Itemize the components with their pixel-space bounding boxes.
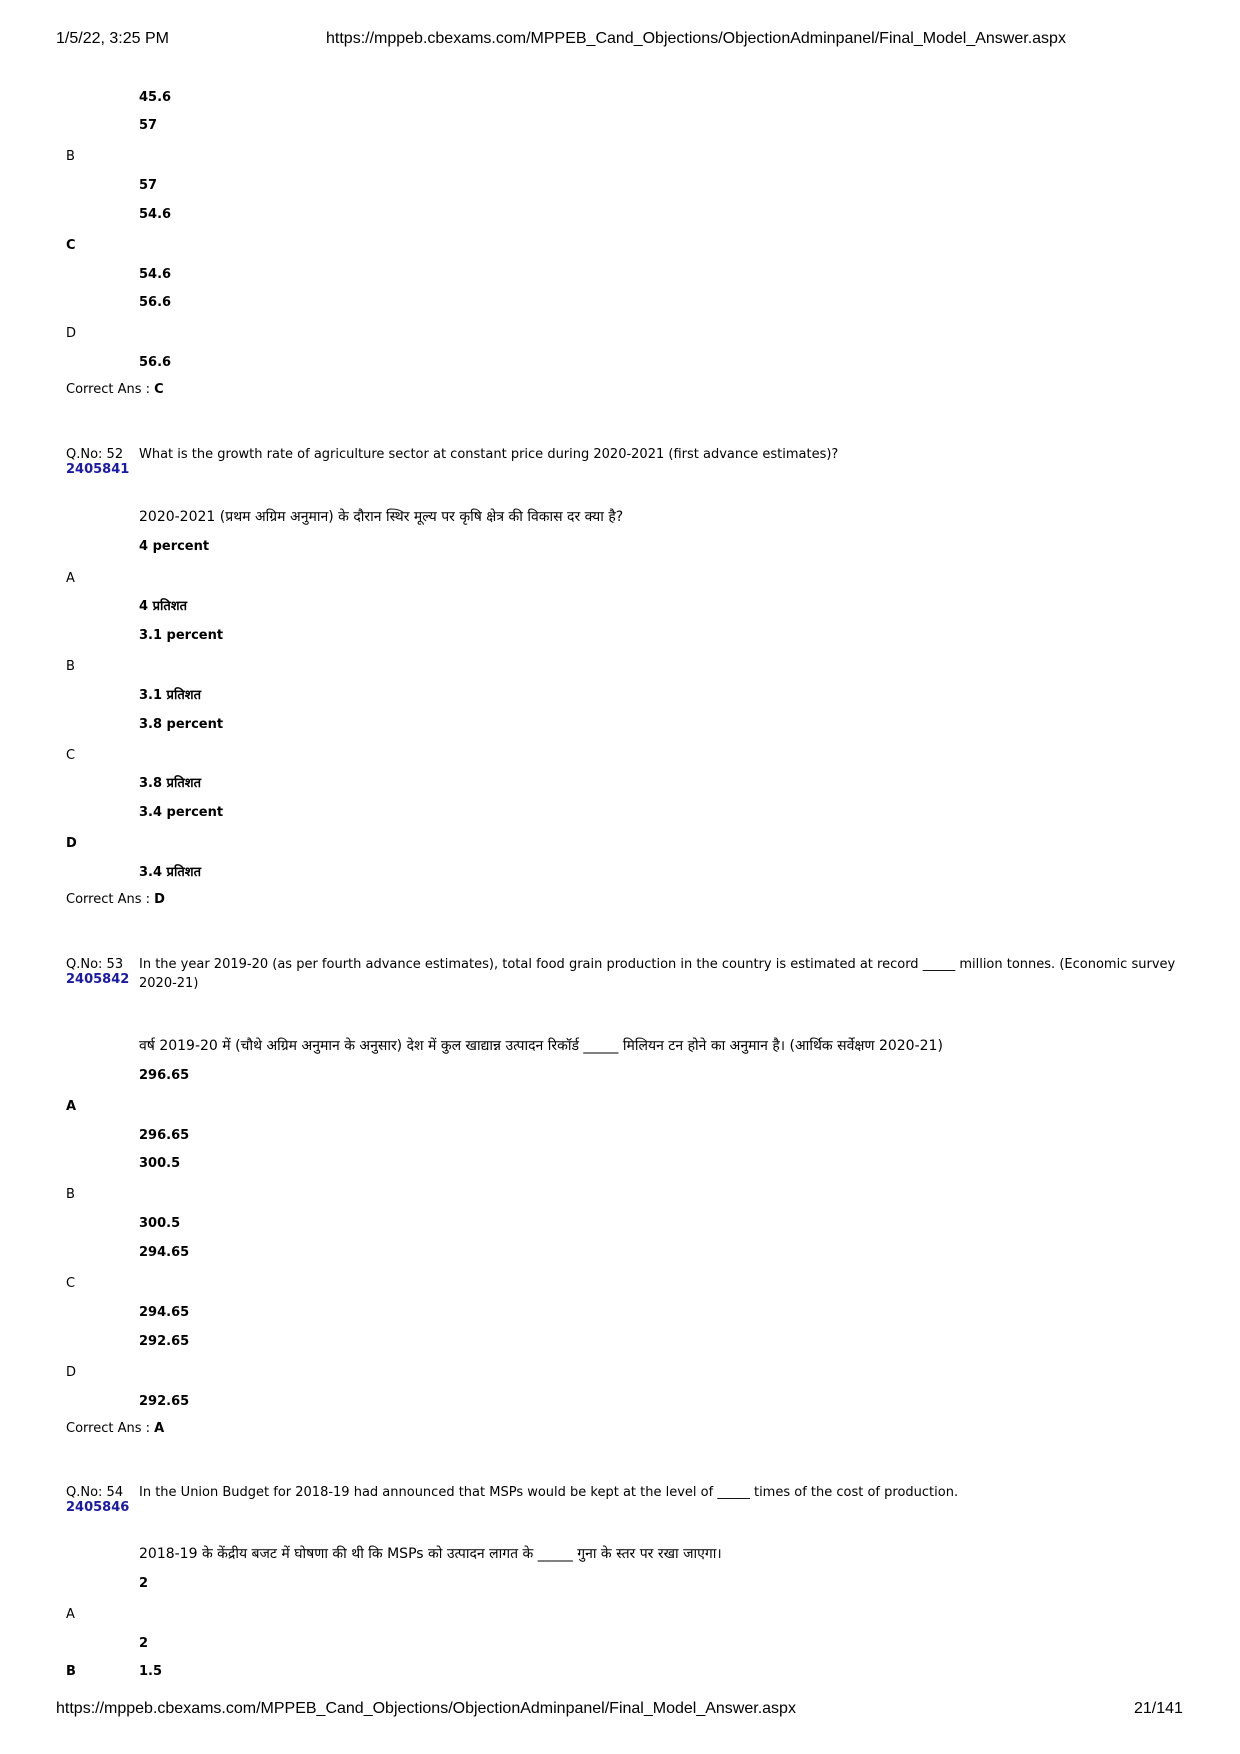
option-text: 4 प्रतिशत <box>139 599 187 614</box>
question-text-en: What is the growth rate of agriculture sector at constant price during 2020-2021 (first advance estimates)? <box>139 447 839 462</box>
option-label-a-correct: A <box>66 1099 77 1114</box>
option-label-b: B <box>66 149 75 164</box>
option-label-b: B <box>66 1187 75 1202</box>
question-id: 2405842 <box>66 972 130 987</box>
question-number: Q.No: 52 <box>66 447 124 462</box>
option-text: 1.5 <box>139 1664 163 1679</box>
option-text: 56.6 <box>139 295 172 310</box>
correct-answer <box>66 382 164 398</box>
option-label-b-correct: B <box>66 1664 76 1679</box>
option-label-b: B <box>66 659 75 674</box>
option-text: 45.6 <box>139 90 172 105</box>
option-text: 3.4 प्रतिशत <box>139 865 201 880</box>
correct-answer-label: Correct Ans : <box>66 1421 155 1436</box>
option-text: 57 <box>139 178 158 193</box>
question-number: Q.No: 53 <box>66 957 124 972</box>
option-label-a: A <box>66 1607 75 1622</box>
option-text: 54.6 <box>139 267 172 282</box>
option-text: 4 percent <box>139 539 210 554</box>
option-label-a: A <box>66 571 75 586</box>
option-text: 296.65 <box>139 1128 190 1143</box>
question-text-hi: 2018-19 के केंद्रीय बजट में घोषणा की थी कि MSPs को उत्पादन लागत के _____ गुना के स्तर पर रखा जाएगा। <box>139 1546 722 1562</box>
option-text: 3.1 प्रतिशत <box>139 688 201 703</box>
option-text: 292.65 <box>139 1334 190 1349</box>
correct-answer-label: Correct Ans : <box>66 892 155 907</box>
option-text: 2 <box>139 1576 149 1591</box>
option-text: 292.65 <box>139 1394 190 1409</box>
question-number: Q.No: 54 <box>66 1485 124 1500</box>
page-number: 21/141 <box>1134 1700 1183 1717</box>
footer-url: https://mppeb.cbexams.com/MPPEB_Cand_Objections/ObjectionAdminpanel/Final_Model_Answer.aspx <box>56 1700 796 1717</box>
page-url: https://mppeb.cbexams.com/MPPEB_Cand_Objections/ObjectionAdminpanel/Final_Model_Answer.aspx <box>326 30 1066 47</box>
option-text: 3.4 percent <box>139 805 224 820</box>
option-text: 56.6 <box>139 355 172 370</box>
option-text: 294.65 <box>139 1245 190 1260</box>
option-label-d: D <box>66 326 77 341</box>
print-datetime: 1/5/22, 3:25 PM <box>56 30 169 47</box>
option-text: 300.5 <box>139 1216 181 1231</box>
question-text-en: In the year 2019-20 (as per fourth advance estimates), total food grain production in the country is estimated at record _____ million tonnes. (Economic survey 2020-21) <box>139 957 1176 991</box>
question-id: 2405846 <box>66 1500 130 1515</box>
option-label-d-correct: D <box>66 836 77 851</box>
question-text-en: In the Union Budget for 2018-19 had announced that MSPs would be kept at the level of _____ times of the cost of production. <box>139 1485 959 1500</box>
correct-answer <box>66 892 165 908</box>
option-text: 2 <box>139 1636 149 1651</box>
option-text: 300.5 <box>139 1156 181 1171</box>
question-text-hi: वर्ष 2019-20 में (चौथे अग्रिम अनुमान के अनुसार) देश में कुल खाद्यान्न उत्पादन रिकॉर्ड _____ मिलियन टन होने का अनुमान है। (आर्थिक सर्वेक्षण 2020-21) <box>139 1038 943 1054</box>
option-text: 296.65 <box>139 1068 190 1083</box>
correct-answer-value: A <box>154 1421 165 1436</box>
correct-answer-label: Correct Ans : <box>66 382 155 397</box>
question-id: 2405841 <box>66 462 130 477</box>
option-text: 3.8 percent <box>139 717 224 732</box>
option-label-c: C <box>66 1276 76 1291</box>
option-label-c: C <box>66 748 76 763</box>
correct-answer-value: D <box>154 892 165 907</box>
option-text: 57 <box>139 118 158 133</box>
correct-answer-value: C <box>154 382 164 397</box>
option-text: 3.8 प्रतिशत <box>139 776 201 791</box>
option-text: 3.1 percent <box>139 628 224 643</box>
option-text: 54.6 <box>139 207 172 222</box>
question-text-hi: 2020-2021 (प्रथम अग्रिम अनुमान) के दौरान स्थिर मूल्य पर कृषि क्षेत्र की विकास दर क्या है? <box>139 509 624 525</box>
correct-answer <box>66 1421 164 1437</box>
option-text: 294.65 <box>139 1305 190 1320</box>
option-label-c-correct: C <box>66 238 76 253</box>
option-label-d: D <box>66 1365 77 1380</box>
